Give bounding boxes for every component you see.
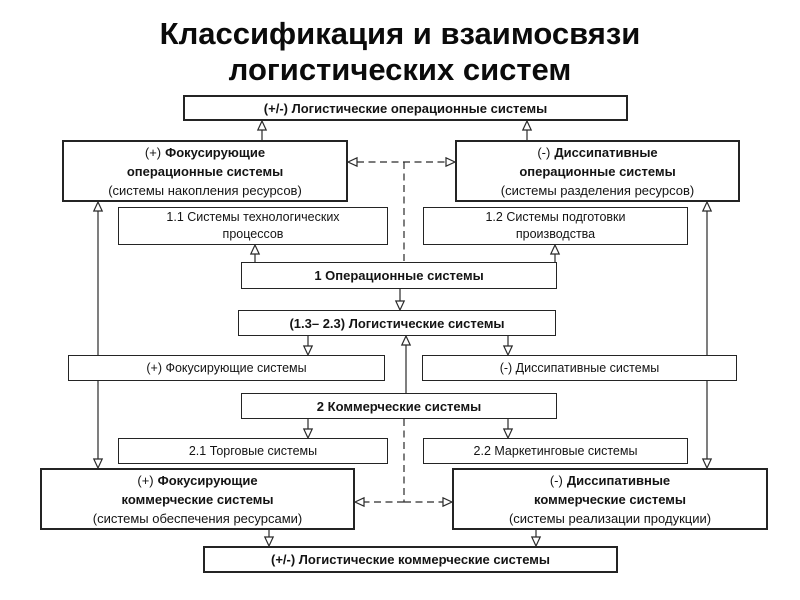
box-commercial-systems xyxy=(241,393,557,419)
arrow-logistic-to-dissipative xyxy=(504,336,512,355)
arrow-dissipative-com-to-bottom xyxy=(532,530,540,546)
box-sign: (+) xyxy=(137,472,154,488)
slide-title-line1: Классификация и взаимосвязи xyxy=(159,16,641,51)
box-operational-systems xyxy=(241,262,557,289)
box-label: 1 Операционные системы xyxy=(314,268,484,283)
box-label: 2.2 Маркетинговые системы xyxy=(473,443,638,458)
box-subtitle: (системы разделения ресурсов) xyxy=(500,182,695,198)
box-label: 1.1 Системы технологических xyxy=(166,210,340,224)
box-title: Фокусирующие xyxy=(157,472,258,488)
box-marketing-systems xyxy=(423,438,688,464)
box-label-line2: процессов xyxy=(222,227,284,241)
dashed-link-operational xyxy=(348,158,455,166)
box-subtitle: (системы обеспечения ресурсами) xyxy=(92,510,303,526)
box-dissipative-operational xyxy=(455,140,740,202)
dashed-link-commercial xyxy=(355,498,452,506)
arrow-focusing-op-to-top xyxy=(258,121,266,141)
arrow-operational-to-prep xyxy=(551,245,559,263)
box-label: (+/-) Логистические коммерческие системы xyxy=(271,552,550,567)
arrow-right-double xyxy=(703,202,711,468)
box-label: 1.2 Системы подготовки xyxy=(485,210,626,224)
arrow-left-double xyxy=(94,202,102,468)
arrow-logistic-to-focusing xyxy=(304,336,312,355)
box-sign: (-) xyxy=(549,472,563,488)
arrow-commercial-to-logistic xyxy=(402,336,410,394)
box-label: (-) Диссипативные системы xyxy=(499,360,660,375)
box-trade-systems xyxy=(118,438,388,464)
box-label: 2.1 Торговые системы xyxy=(188,443,318,458)
box-label: (1.3– 2.3) Логистические системы xyxy=(289,315,505,331)
arrow-dissipative-op-to-top xyxy=(523,121,531,141)
box-label-line2: производства xyxy=(515,227,596,241)
box-subtitle: (системы накопления ресурсов) xyxy=(108,182,302,198)
box-dissipative-systems xyxy=(422,355,737,381)
arrow-commercial-to-trade xyxy=(304,419,312,438)
box-tech-process-systems xyxy=(118,207,388,245)
arrow-commercial-to-marketing xyxy=(504,419,512,438)
box-logistic-systems xyxy=(238,310,556,336)
box-label xyxy=(64,143,346,162)
box-label: (+/-) Логистические операционные системы xyxy=(263,100,548,116)
box-sign: (-) xyxy=(537,144,551,160)
box-subtitle: (системы реализации продукции) xyxy=(508,510,712,526)
box-title-line2: операционные системы xyxy=(519,163,676,179)
box-label xyxy=(457,143,738,162)
box-title: Диссипативные xyxy=(554,144,658,160)
box-sign: (+) xyxy=(144,144,162,160)
slide-title-line2: логистических систем xyxy=(228,52,572,87)
box-title-line2: операционные системы xyxy=(126,163,284,179)
box-title-line2: коммерческие системы xyxy=(534,491,686,507)
box-production-prep-systems xyxy=(423,207,688,245)
box-title-line2: коммерческие системы xyxy=(121,491,274,507)
box-title: Фокусирующие xyxy=(165,144,266,160)
box-focusing-operational xyxy=(62,140,348,202)
arrow-operational-to-logistic xyxy=(396,288,404,310)
box-logistic-operational-total xyxy=(183,95,628,121)
box-label xyxy=(454,471,766,490)
arrow-focusing-com-to-bottom xyxy=(265,530,273,546)
box-logistic-commercial-total xyxy=(203,546,618,573)
box-title: Диссипативные xyxy=(566,472,671,488)
box-label: (+) Фокусирующие системы xyxy=(146,360,307,375)
box-focusing-commercial xyxy=(40,468,355,530)
box-label xyxy=(42,471,353,490)
arrow-operational-to-tech xyxy=(251,245,259,263)
box-label: 2 Коммерческие системы xyxy=(316,398,482,414)
box-focusing-systems xyxy=(68,355,385,381)
box-dissipative-commercial xyxy=(452,468,768,530)
